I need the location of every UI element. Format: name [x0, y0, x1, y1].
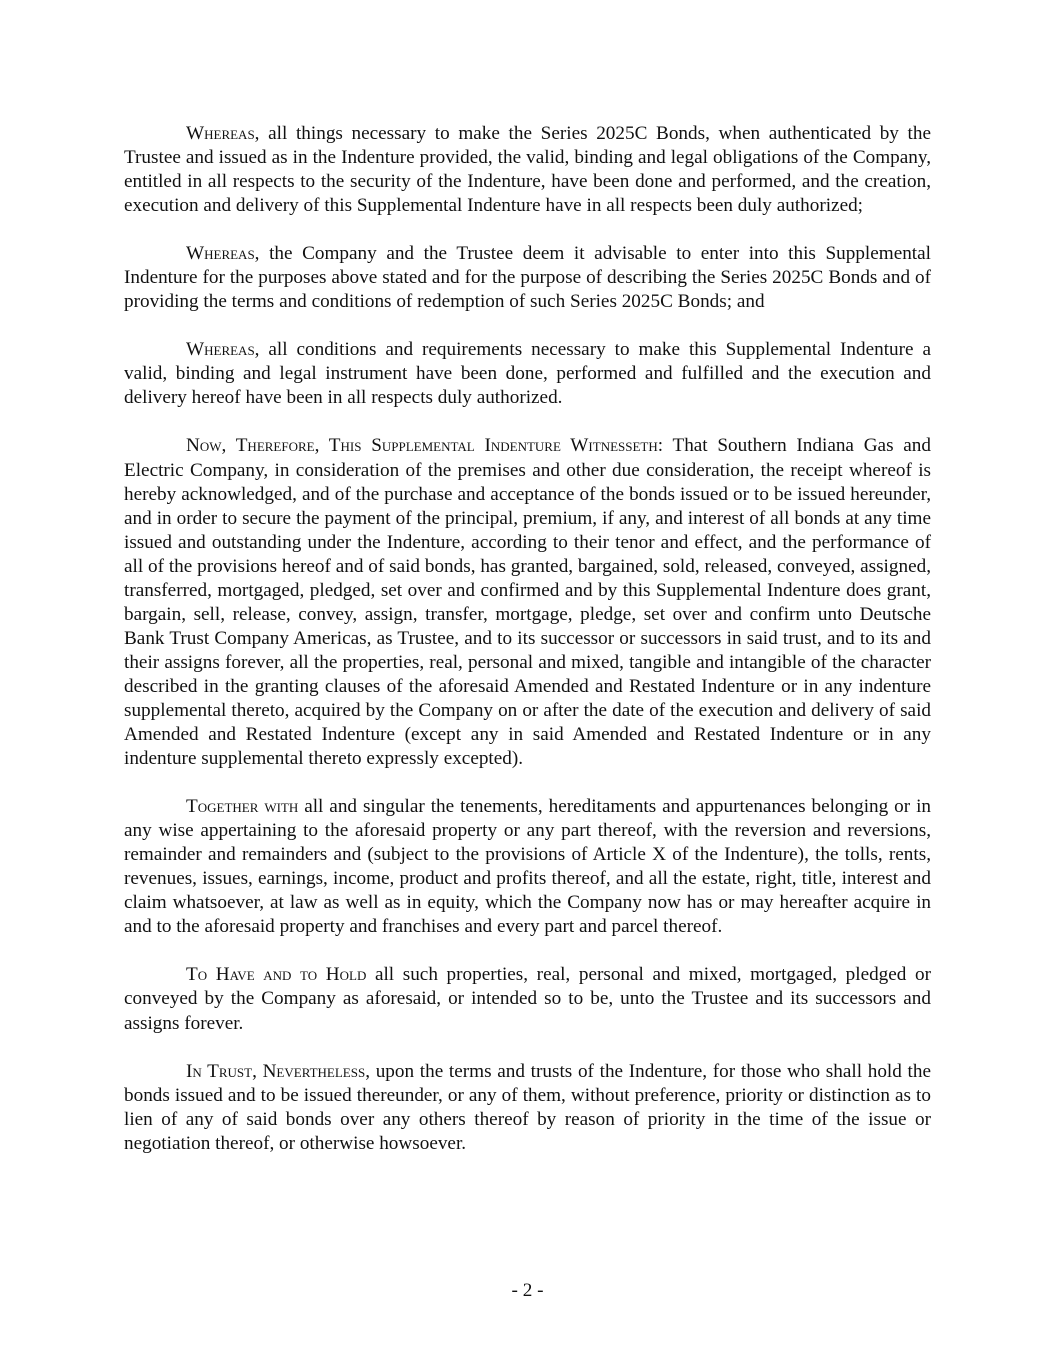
paragraph-text: all and singular the tenements, hereditaments and appurtenances belonging or in any wise appertaining to the aforesaid property or any part thereof, with the reversion and reversions, remainder and remainders and (subject to the provisions of Article X of the Indenture), the tolls, rents, revenues, issues, earnings, income, product and profits thereof, and all the estate, right, title, interest and claim whatsoever, at law as well as in equity, which the Company now has or may hereafter acquire in and to the aforesaid property and franchises and every part and parcel thereof.	[124, 796, 931, 938]
together-with-paragraph	[124, 795, 931, 939]
whereas-conditions-paragraph	[124, 338, 931, 410]
witnesseth-paragraph	[124, 434, 931, 771]
whereas-bonds-paragraph	[124, 122, 931, 218]
paragraph-text: : That Southern Indiana Gas and Electric Company, in consideration of the premises and other due consideration, the receipt whereof is hereby acknowledged, and of the purchase and acceptance of the bonds issued or to be issued hereunder, and in order to secure the payment of the principal, premium, if any, and interest of all bonds at any time issued and outstanding under the Indenture, according to their tenor and effect, and the performance of all of the provisions hereof and of said bonds, has granted, bargained, sold, released, conveyed, assigned, transferred, mortgaged, pledged, set over and confirmed and by this Supplemental Indenture does grant, bargain, sell, release, convey, assign, transfer, mortgage, pledge, set over and confirm unto Deutsche Bank Trust Company Americas, as Trustee, and to its successor or successors in said trust, and to its and their assigns forever, all the properties, real, personal and mixed, tangible and intangible of the character described in the granting clauses of the aforesaid Amended and Restated Indenture or in any indenture supplemental thereto, acquired by the Company on or after the date of the execution and delivery of said Amended and Restated Indenture (except any in said Amended and Restated Indenture or in any indenture supplemental thereto expressly excepted).	[124, 435, 931, 770]
paragraph-lead: Whereas	[186, 123, 255, 144]
paragraph-text: , all conditions and requirements necessary to make this Supplemental Indenture a valid, binding and legal instrument have been done, performed and fulfilled and the execution and delivery hereof have been in all respects duly authorized.	[124, 339, 931, 409]
in-trust-paragraph	[124, 1060, 931, 1156]
paragraph-lead: Now, Therefore, This Supplemental Indenture Witnesseth	[186, 435, 658, 457]
paragraph-text: all such properties, real, personal and mixed, mortgaged, pledged or conveyed by the Company as aforesaid, or intended so to be, unto the Trustee and its successors and assigns forever.	[124, 964, 931, 1034]
paragraph-lead: In Trust, Nevertheless	[186, 1060, 366, 1082]
paragraph-text: , the Company and the Trustee deem it advisable to enter into this Supplemental Indenture for the purposes above stated and for the purpose of describing the Series 2025C Bonds and of providing the terms and conditions of redemption of such Series 2025C Bonds; and	[124, 243, 931, 313]
paragraph-lead: Whereas	[186, 339, 255, 361]
paragraph-lead: Whereas	[186, 243, 255, 265]
paragraph-text: , all things necessary to make the Series 2025C Bonds, when authenticated by the Trustee and issued as in the Indenture provided, the valid, binding and legal obligations of the Company, entitled in all respects to the security of the Indenture, have been done and performed, and the creation, execution and delivery of this Supplemental Indenture have in all respects been duly authorized;	[124, 123, 931, 217]
page-number: - 2 -	[511, 1280, 544, 1301]
whereas-advisable-paragraph	[124, 242, 931, 314]
paragraph-lead: Together with	[186, 796, 299, 818]
to-have-and-to-hold-paragraph	[124, 963, 931, 1035]
document-page	[124, 122, 931, 1180]
paragraph-lead: To Have and to Hold	[186, 964, 367, 986]
paragraph-text: , upon the terms and trusts of the Indenture, for those who shall hold the bonds issued and to be issued thereunder, or any of them, without preference, priority or distinction as to lien of any of said bonds over any others thereof by reason of priority in the time of the issue or negotiation thereof, or otherwise howsoever.	[124, 1060, 931, 1154]
